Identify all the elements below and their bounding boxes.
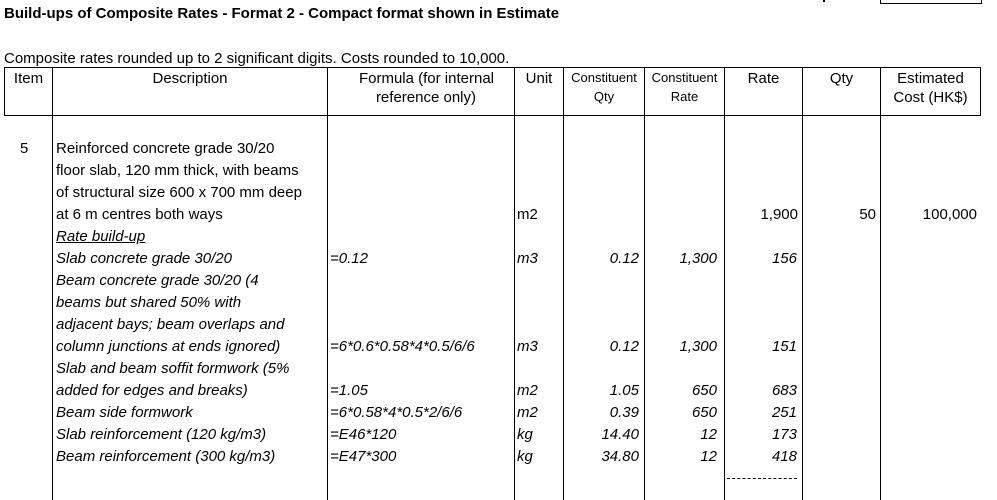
col-border-rate	[802, 67, 803, 500]
header-formula-line2: reference only)	[375, 89, 476, 106]
buildup-constituent-rate: 12	[700, 448, 717, 465]
buildup-unit: m2	[517, 404, 538, 421]
header-cqty-line2: Qty	[593, 89, 615, 104]
header-cost-line1: Estimated	[897, 70, 964, 87]
buildup-unit: kg	[517, 426, 533, 443]
buildup-description: Slab reinforcement (120 kg/m3)	[56, 426, 267, 443]
header-rate: Rate	[747, 70, 780, 87]
buildup-description: Slab and beam soffit formwork (5%	[56, 360, 290, 377]
buildup-unit: m2	[517, 382, 538, 399]
buildup-constituent-rate: 650	[691, 382, 717, 399]
buildup-formula: =1.05	[330, 382, 368, 399]
rounding-note: Composite rates rounded up to 2 significant digits. Costs rounded to 10,000.	[4, 50, 510, 67]
header-formula	[328, 70, 514, 106]
col-border-item	[52, 67, 53, 500]
buildup-description: adjacent bays; beam overlaps and	[56, 316, 285, 333]
buildup-constituent-qty: 0.12	[609, 250, 639, 267]
buildup-description: column junctions at ends ignored)	[56, 338, 281, 355]
buildup-formula: =E47*300	[330, 448, 397, 465]
buildup-constituent-qty: 1.05	[609, 382, 639, 399]
buildup-constituent-qty: 14.40	[601, 426, 639, 443]
buildup-formula: =0.12	[330, 250, 368, 267]
buildup-constituent-rate: 1,300	[679, 338, 717, 355]
buildup-description: Beam concrete grade 30/20 (4	[56, 272, 259, 289]
col-border-formula	[514, 67, 515, 500]
item-description-line: Reinforced concrete grade 30/20	[56, 140, 275, 157]
header-bottom-border	[4, 115, 980, 116]
buildup-rate: 418	[771, 448, 797, 465]
col-border-qty	[880, 67, 881, 500]
header-estimated-cost	[881, 70, 980, 106]
header-cqty-line1: Constituent	[571, 70, 637, 85]
rate-buildup-label: Rate build-up	[56, 228, 146, 245]
buildup-description: Beam side formwork	[56, 404, 193, 421]
header-description: Description	[152, 70, 228, 87]
buildup-rate: 173	[771, 426, 797, 443]
col-border-right	[980, 67, 981, 116]
corner-mark	[823, 0, 825, 2]
buildup-formula: =6*0.58*4*0.5*2/6/6	[330, 404, 463, 421]
header-crate-line2: Rate	[670, 89, 699, 104]
header-formula-line1: Formula (for internal	[358, 70, 494, 87]
subtotal-dashed-line	[727, 478, 797, 479]
buildup-formula: =E46*120	[330, 426, 397, 443]
buildup-description: Slab concrete grade 30/20	[56, 250, 232, 267]
buildup-formula: =6*0.6*0.58*4*0.5/6/6	[330, 338, 475, 355]
header-constituent-qty	[564, 70, 644, 104]
buildup-constituent-rate: 1,300	[679, 250, 717, 267]
item-description-line: at 6 m centres both ways	[56, 206, 223, 223]
page-title: Build-ups of Composite Rates - Format 2 - Compact format shown in Estimate	[4, 5, 560, 22]
corner-box	[880, 0, 982, 4]
header-item: Item	[13, 70, 44, 87]
buildup-description: Beam reinforcement (300 kg/m3)	[56, 448, 276, 465]
buildup-description: added for edges and breaks)	[56, 382, 248, 399]
item-number: 5	[20, 140, 29, 157]
buildup-rate: 156	[771, 250, 797, 267]
item-description-line: floor slab, 120 mm thick, with beams	[56, 162, 299, 179]
header-unit: Unit	[525, 70, 553, 87]
table-top-border	[4, 67, 980, 68]
item-estimated-cost: 100,000	[922, 206, 977, 223]
item-rate: 1,900	[760, 206, 798, 223]
col-border-description	[327, 67, 328, 500]
buildup-unit: m3	[517, 250, 538, 267]
header-constituent-rate	[645, 70, 724, 104]
buildup-description: beams but shared 50% with	[56, 294, 242, 311]
buildup-unit: m3	[517, 338, 538, 355]
buildup-constituent-qty: 0.39	[609, 404, 639, 421]
item-qty: 50	[859, 206, 876, 223]
buildup-constituent-rate: 650	[691, 404, 717, 421]
header-qty: Qty	[829, 70, 854, 87]
col-border-unit	[563, 67, 564, 500]
header-crate-line1: Constituent	[651, 70, 718, 85]
buildup-constituent-qty: 34.80	[601, 448, 639, 465]
buildup-constituent-rate: 12	[700, 426, 717, 443]
buildup-rate: 151	[771, 338, 797, 355]
item-unit: m2	[517, 206, 538, 223]
buildup-constituent-qty: 0.12	[609, 338, 639, 355]
buildup-rate: 251	[771, 404, 797, 421]
buildup-rate: 683	[771, 382, 797, 399]
item-description-line: of structural size 600 x 700 mm deep	[56, 184, 302, 201]
header-cost-line2: Cost (HK$)	[893, 89, 968, 106]
buildup-unit: kg	[517, 448, 533, 465]
